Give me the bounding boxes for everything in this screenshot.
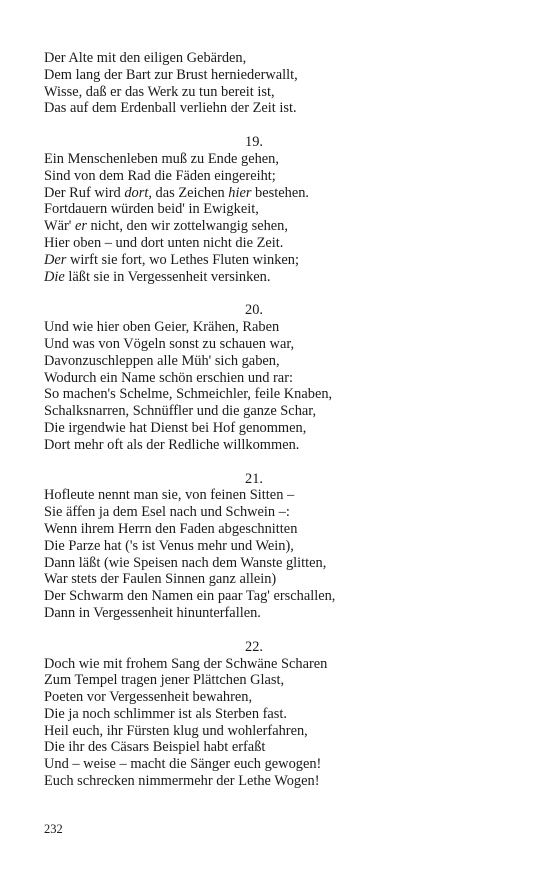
verse-line: Hofleute nennt man sie, von feinen Sitten – [44,487,295,504]
verse-line [44,185,514,202]
verse-line: Schalksnarren, Schnüffler und die ganze Schar, [44,403,317,420]
verse-line: Die ihr des Cäsars Beispiel habt erfaßt [44,739,266,756]
verse-line: Dann läßt (wie Speisen nach dem Wanste glitten, [44,554,327,571]
verse-line: Davonzuschleppen alle Müh' sich gaben, [44,352,280,369]
verse-line: Zum Tempel tragen jener Plättchen Glast, [44,672,285,689]
verse-line: So machen's Schelme, Schmeichler, feile Knaben, [44,386,333,403]
verse-line: Wenn ihrem Herrn den Faden abgeschnitten [44,520,298,537]
stanza-number: 21. [245,470,263,487]
verse-line: Sie äffen ja dem Esel nach und Schwein –: [44,504,290,521]
verse-line: Die irgendwie hat Dienst bei Hof genommen, [44,419,307,436]
verse-text: nicht, den wir zottelwangig sehen, [86,218,288,235]
stanza-number: 19. [245,134,263,151]
verse-text: bestehen. [251,184,309,201]
verse-emphasis: hier [228,184,252,201]
verse-line: Fortdauern würden beid' in Ewigkeit, [44,201,259,218]
verse-line [44,252,514,269]
poem-page [44,50,514,790]
verse-line: Euch schrecken nimmermehr der Lethe Wogen! [44,773,320,790]
verse-line: Und was von Vögeln sonst zu schauen war, [44,335,295,352]
verse-line: Das auf dem Erdenball verliehn der Zeit ist. [44,100,297,117]
verse-text: läßt sie in Vergessenheit versinken. [64,268,271,285]
verse-text: Der Ruf wird [44,184,125,201]
stanza-intro [44,50,514,117]
verse-line: Der Alte mit den eiligen Gebärden, [44,50,247,66]
verse-line: Wisse, daß er das Werk zu tun bereit ist, [44,83,275,100]
verse-line: Sind von dem Rad die Fäden eingereiht; [44,167,276,184]
verse-emphasis: dort, [124,184,152,201]
verse-text: das Zeichen [151,184,229,201]
stanza-19 [44,134,514,285]
stanza-21 [44,471,514,622]
verse-text: Wär' [44,218,75,235]
verse-emphasis: Die [44,268,65,285]
verse-line: War stets der Faulen Sinnen ganz allein) [44,571,277,588]
verse-line: Poeten vor Vergessenheit bewahren, [44,689,253,706]
verse-line: Dem lang der Bart zur Brust herniederwallt, [44,66,298,83]
stanza-number: 20. [245,302,263,319]
verse-line: Die Parze hat ('s ist Venus mehr und Wein), [44,537,294,554]
stanza-20 [44,302,514,453]
verse-line: Dort mehr oft als der Redliche willkommen. [44,436,300,453]
verse-line: Heil euch, ihr Fürsten klug und wohlerfahren, [44,722,308,739]
page-number: 232 [44,822,63,836]
verse-emphasis: Der [44,251,67,268]
verse-line: Der Schwarm den Namen ein paar Tag' erschallen, [44,588,336,605]
verse-line: Die ja noch schlimmer ist als Sterben fast. [44,705,287,722]
stanza-22 [44,639,514,790]
verse-line: Wodurch ein Name schön erschien und rar: [44,369,293,386]
verse-line: Und – weise – macht die Sänger euch gewogen! [44,756,322,773]
verse-line: Dann in Vergessenheit hinunterfallen. [44,604,261,621]
verse-line: Hier oben – und dort unten nicht die Zeit. [44,234,284,251]
verse-line: Und wie hier oben Geier, Krähen, Raben [44,319,280,336]
verse-text: wirft sie fort, wo Lethes Fluten winken; [66,251,299,268]
verse-line: Doch wie mit frohem Sang der Schwäne Scharen [44,655,328,672]
verse-line: Ein Menschenleben muß zu Ende gehen, [44,150,279,167]
verse-emphasis: er [74,218,87,235]
verse-line [44,269,514,286]
verse-line [44,218,514,235]
stanza-number: 22. [245,638,263,655]
